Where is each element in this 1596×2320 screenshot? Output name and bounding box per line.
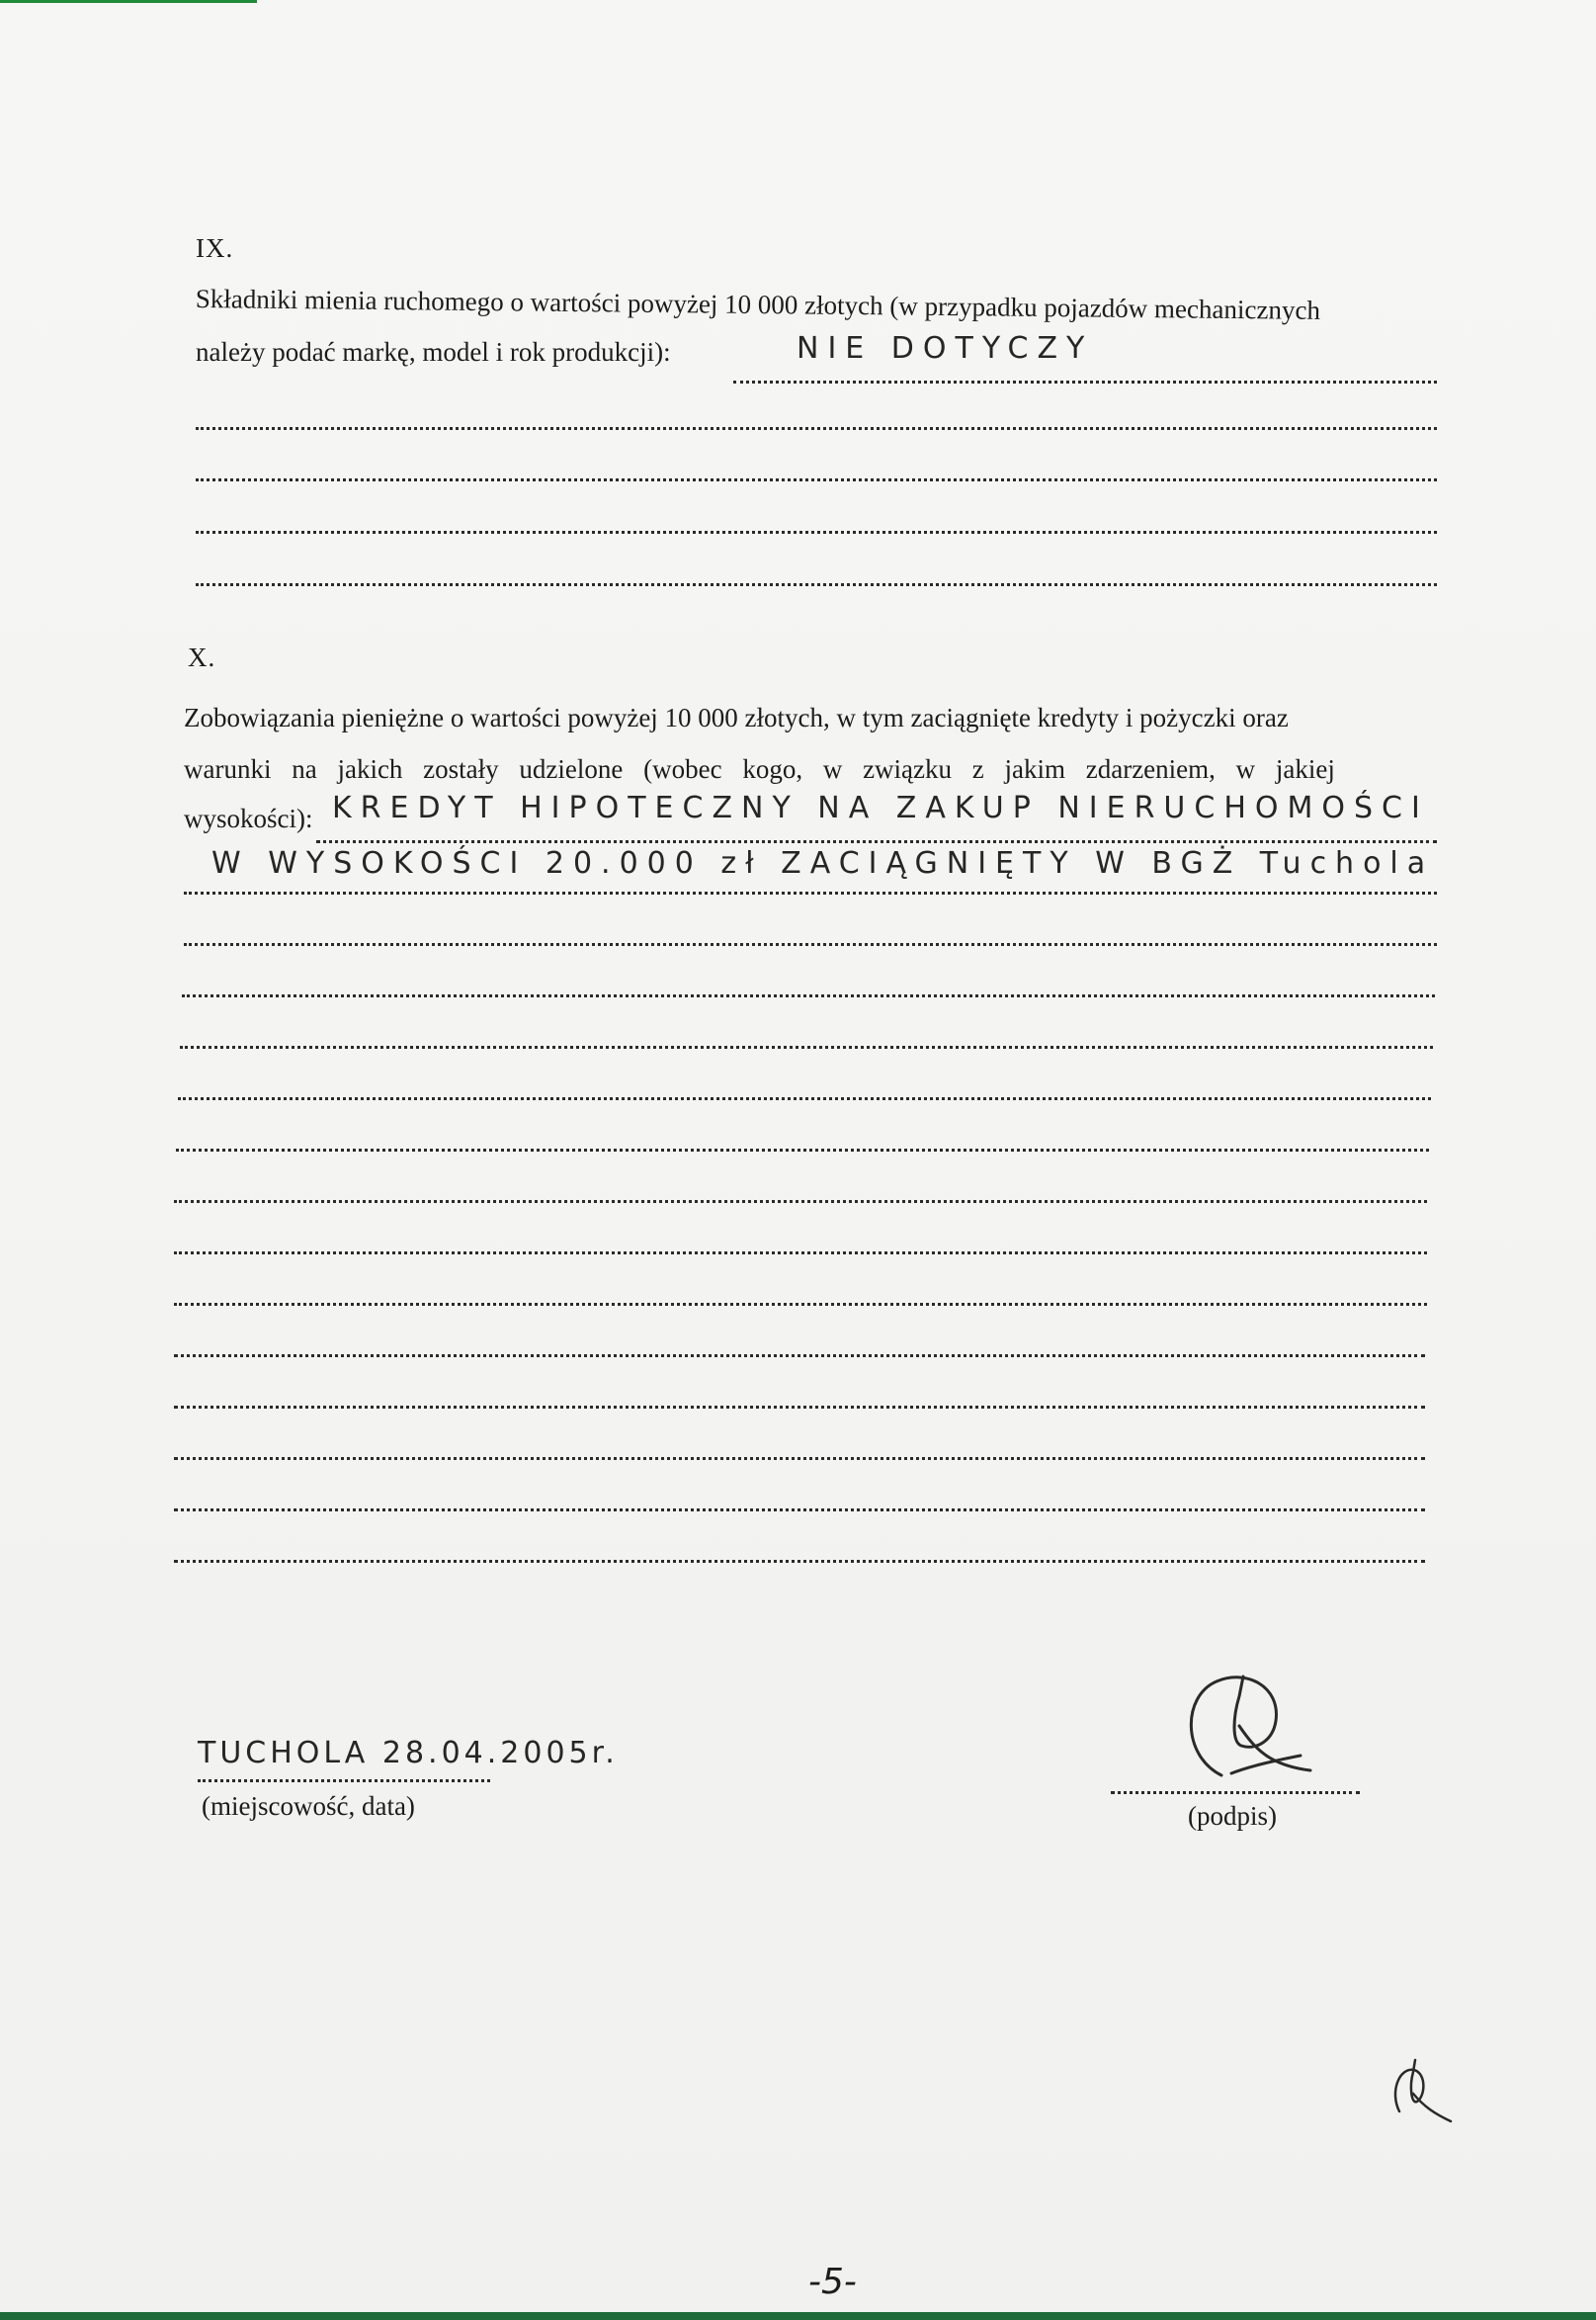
section-x-answer-line — [316, 840, 1437, 843]
section-ix-text-line1: Składniki mienia ruchomego o wartości powyżej 10 000 złotych (w przypadku pojazdów mechanicznych — [195, 283, 1321, 325]
signature-image — [1162, 1657, 1320, 1795]
section-ix-number: IX. — [196, 233, 234, 263]
section-x-text-line1: Zobowiązania pieniężne o wartości powyżej 10 000 złotych, w tym zaciągnięte kredyty i pożyczki oraz — [184, 703, 1289, 732]
place-date-caption: (miejscowość, data) — [202, 1791, 415, 1821]
section-x-number: X. — [188, 643, 216, 672]
section-ix-blank-line — [196, 427, 1437, 430]
initials-image — [1380, 2052, 1459, 2131]
section-x-blank-line — [178, 1097, 1431, 1100]
section-x-answer-line — [184, 892, 1437, 895]
section-x-blank-line — [174, 1251, 1427, 1254]
section-x-text-line3: wysokości): — [184, 804, 313, 833]
section-x-answer-line2: W WYSOKOŚCI 20.000 zł ZACIĄGNIĘTY W BGŻ Tuchola — [211, 846, 1435, 881]
section-ix-blank-line — [196, 531, 1437, 534]
section-ix-blank-line — [196, 478, 1437, 481]
signature-caption: (podpis) — [1188, 1801, 1277, 1831]
signature-line — [1111, 1791, 1360, 1794]
place-date-handwritten: TUCHOLA 28.04.2005r. — [198, 1736, 619, 1770]
section-ix-blank-line — [196, 583, 1437, 586]
section-ix-answer: NIE DOTYCZY — [797, 331, 1094, 366]
section-ix-text-line2: należy podać markę, model i rok produkcji): — [196, 337, 671, 367]
section-x-blank-line — [174, 1508, 1425, 1511]
section-x-blank-line — [182, 994, 1435, 997]
section-x-text-line2: warunki na jakich zostały udzielone (wobec kogo, w związku z jakim zdarzeniem, w jakiej — [184, 754, 1335, 784]
section-x-blank-line — [180, 1046, 1433, 1049]
section-x-blank-line — [174, 1560, 1425, 1563]
section-x-blank-line — [176, 1149, 1429, 1152]
section-x-blank-line — [174, 1457, 1425, 1460]
section-x-blank-line — [174, 1303, 1427, 1306]
page-number: -5- — [808, 2262, 857, 2302]
section-x-blank-line — [174, 1406, 1425, 1409]
section-x-blank-line — [184, 943, 1437, 946]
section-x-blank-line — [174, 1354, 1425, 1357]
section-x-answer-line1: KREDYT HIPOTECZNY NA ZAKUP NIERUCHOMOŚCI — [332, 791, 1429, 825]
scan-edge-top — [0, 0, 257, 3]
place-date-line — [198, 1779, 490, 1782]
scan-edge-bottom — [0, 2312, 1596, 2320]
section-x-blank-line — [174, 1200, 1427, 1203]
section-ix-answer-line — [733, 381, 1437, 384]
